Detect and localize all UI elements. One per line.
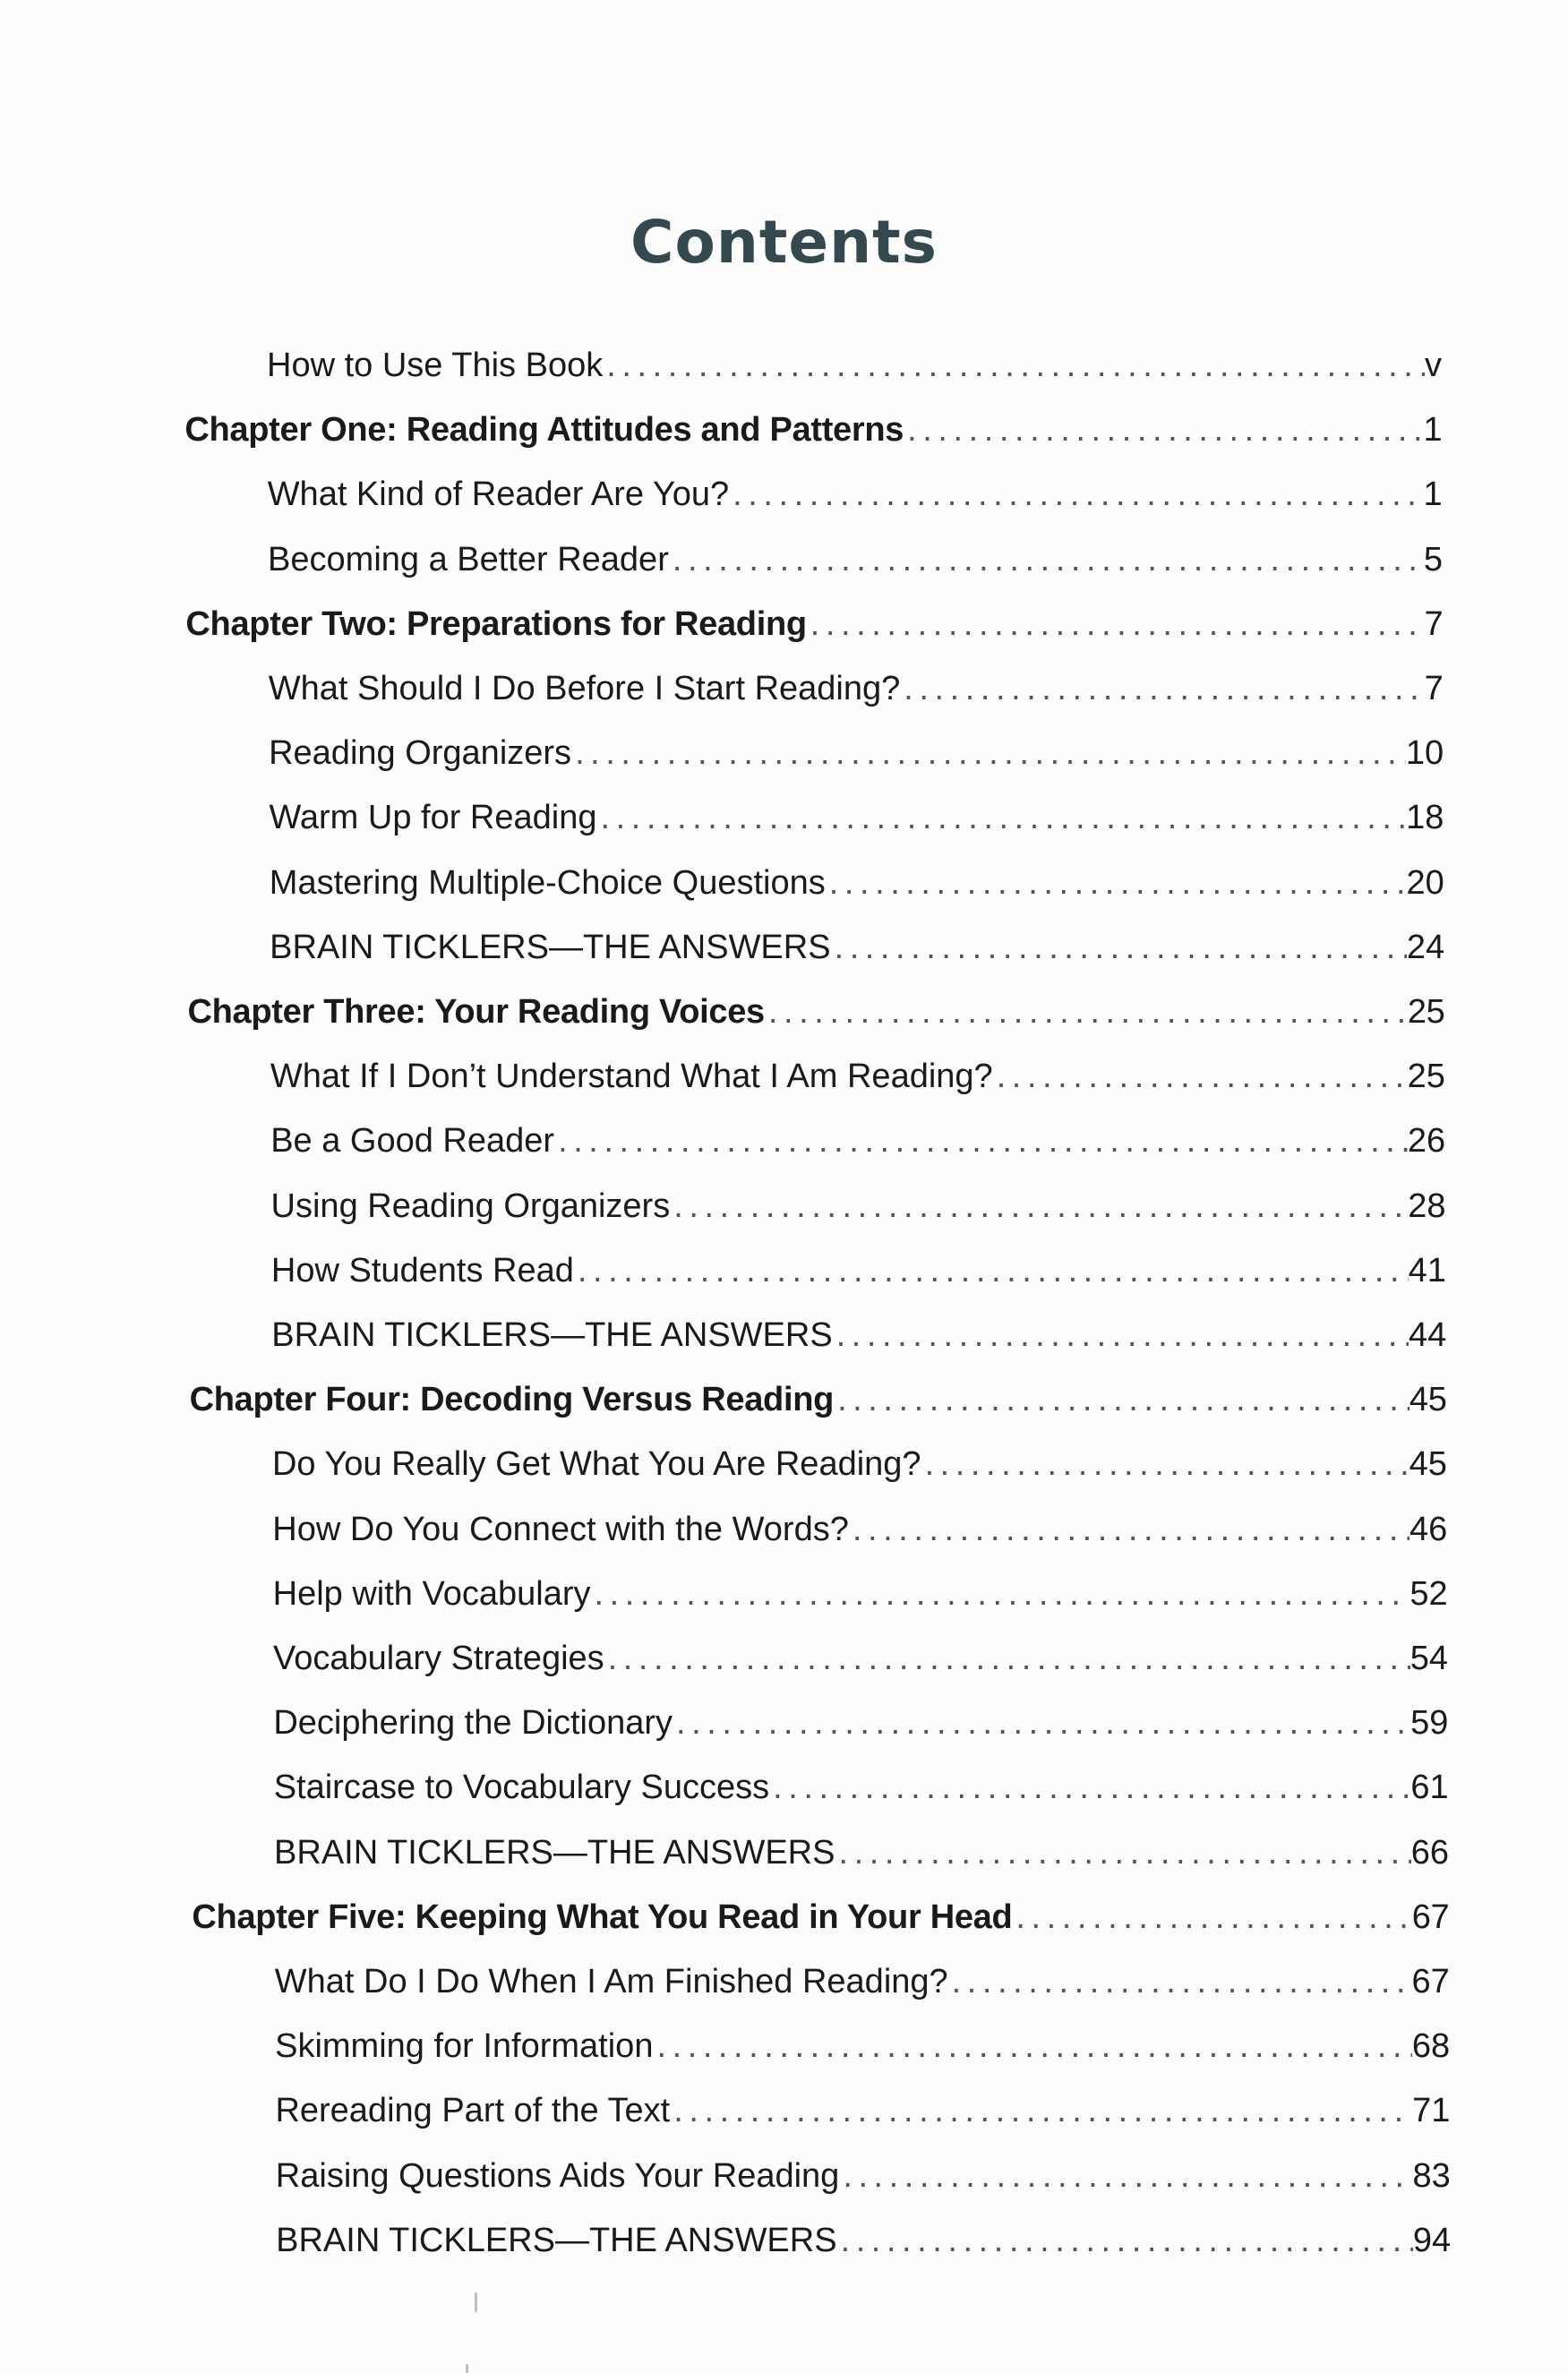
toc-dot-leader	[904, 410, 1423, 450]
toc-page-number: 68	[1411, 2027, 1451, 2066]
toc-page-number: 26	[1407, 1122, 1446, 1161]
toc-section-entry	[273, 1562, 1448, 1626]
toc-section-entry	[274, 1755, 1449, 1820]
table-of-contents	[0, 333, 1568, 2267]
toc-dot-leader	[554, 1121, 1408, 1161]
toc-entry-title: Be a Good Reader	[270, 1122, 555, 1161]
toc-section-entry	[269, 785, 1444, 850]
toc-page-number: 83	[1412, 2156, 1451, 2195]
toc-section-entry	[269, 656, 1444, 721]
toc-dot-leader	[604, 1639, 1410, 1678]
toc-section-entry	[269, 721, 1444, 785]
toc-section-entry	[270, 1109, 1445, 1173]
toc-entry-title: What Kind of Reader Are You?	[267, 475, 730, 514]
toc-dot-leader	[673, 1703, 1410, 1743]
toc-entry-title: Deciphering the Dictionary	[273, 1704, 673, 1743]
toc-entry-title: How Students Read	[270, 1251, 574, 1289]
toc-section-entry	[273, 1626, 1448, 1691]
toc-section-entry	[271, 1303, 1446, 1367]
toc-page-number: 10	[1405, 734, 1444, 773]
toc-page-number: 52	[1409, 1574, 1448, 1613]
toc-entry-title: Chapter Four: Decoding Versus Reading	[189, 1381, 835, 1419]
toc-dot-leader	[826, 863, 1407, 903]
toc-entry-title: Skimming for Information	[275, 2027, 654, 2066]
toc-section-entry	[275, 2014, 1450, 2078]
toc-section-entry	[268, 462, 1443, 527]
toc-entry-title: Chapter One: Reading Attitudes and Patterns	[184, 411, 904, 450]
toc-dot-leader	[833, 1315, 1409, 1355]
toc-dot-leader	[993, 1057, 1408, 1096]
toc-entry-title: Reading Organizers	[269, 734, 572, 773]
toc-dot-leader	[900, 669, 1424, 708]
toc-page-number: 94	[1412, 2221, 1452, 2259]
toc-entry-title: Staircase to Vocabulary Success	[273, 1769, 770, 1807]
toc-entry-title: Chapter Two: Preparations for Reading	[185, 604, 807, 643]
toc-entry-title: BRAIN TICKLERS—THE ANSWERS	[271, 1316, 833, 1354]
toc-entry-title: Raising Questions Aids Your Reading	[275, 2156, 840, 2195]
toc-page-number: 61	[1410, 1769, 1449, 1807]
toc-page-number: 44	[1408, 1316, 1447, 1354]
toc-section-entry	[270, 915, 1444, 980]
toc-section-entry	[272, 1497, 1447, 1562]
toc-dot-leader	[591, 1574, 1410, 1614]
toc-page-number: v	[1425, 347, 1442, 384]
toc-section-entry	[275, 2078, 1450, 2143]
toc-page-number: 18	[1406, 799, 1444, 837]
toc-entry-title: How to Use This Book	[267, 347, 604, 384]
toc-dot-leader	[574, 1251, 1409, 1290]
toc-dot-leader	[653, 2026, 1411, 2066]
toc-page-number: 5	[1423, 540, 1444, 578]
toc-page-number: 24	[1406, 928, 1445, 966]
toc-chapter-entry	[184, 398, 1442, 462]
toc-chapter-entry	[185, 592, 1443, 656]
toc-chapter-entry	[188, 980, 1445, 1044]
toc-dot-leader	[849, 1510, 1409, 1549]
toc-entry-title: Do You Really Get What You Are Reading?	[271, 1445, 921, 1484]
toc-page-number: 67	[1411, 1963, 1450, 2000]
toc-entry-title: Becoming a Better Reader	[268, 540, 669, 578]
toc-page-number: 7	[1424, 604, 1444, 643]
toc-page-number: 1	[1423, 411, 1443, 450]
toc-page-number: 71	[1412, 2092, 1451, 2130]
toc-page-number: 67	[1411, 1898, 1450, 1936]
toc-entry-title: Vocabulary Strategies	[273, 1640, 604, 1677]
toc-dot-leader	[765, 992, 1408, 1032]
toc-entry-title: Using Reading Organizers	[270, 1186, 671, 1225]
toc-section-entry	[271, 1238, 1446, 1303]
toc-section-entry	[276, 2144, 1451, 2208]
toc-page-number: 45	[1409, 1381, 1447, 1419]
toc-page-number: 20	[1406, 863, 1444, 902]
toc-page-number: 7	[1424, 670, 1444, 707]
toc-entry-title: BRAIN TICKLERS—THE ANSWERS	[274, 1833, 835, 1872]
toc-section-entry	[268, 527, 1443, 592]
toc-section-entry	[270, 851, 1444, 915]
toc-entry-title: Chapter Five: Keeping What You Read in Your Head	[192, 1898, 1013, 1936]
toc-section-entry	[270, 1044, 1445, 1109]
toc-entry-title: BRAIN TICKLERS—THE ANSWERS	[270, 928, 831, 966]
toc-page-number: 45	[1409, 1445, 1447, 1484]
toc-entry-title: Warm Up for Reading	[269, 799, 597, 837]
toc-section-entry	[272, 1432, 1447, 1496]
toc-page-number: 66	[1410, 1833, 1450, 1872]
toc-dot-leader	[596, 798, 1406, 837]
page-title: Contents	[630, 208, 938, 277]
toc-entry-title: Rereading Part of the Text	[275, 2092, 671, 2130]
toc-page-number: 54	[1409, 1640, 1448, 1677]
toc-page-number: 25	[1407, 993, 1445, 1031]
toc-page-number: 59	[1410, 1704, 1449, 1743]
toc-section-entry	[271, 1174, 1446, 1238]
toc-dot-leader	[807, 604, 1425, 644]
toc-dot-leader	[729, 475, 1423, 514]
toc-dot-leader	[571, 733, 1406, 773]
toc-section-entry	[276, 2208, 1451, 2273]
toc-entry-title: BRAIN TICKLERS—THE ANSWERS	[276, 2221, 837, 2259]
toc-dot-leader	[837, 2221, 1413, 2260]
toc-page-number: 25	[1407, 1058, 1445, 1096]
toc-section-entry	[274, 1820, 1449, 1885]
toc-chapter-entry	[190, 1367, 1447, 1432]
toc-chapter-entry	[192, 1885, 1449, 1949]
toc-page-number: 46	[1409, 1510, 1448, 1548]
toc-entry-title: What Should I Do Before I Start Reading?	[268, 670, 901, 707]
toc-dot-leader	[835, 1833, 1410, 1872]
toc-entry-title: How Do You Connect with the Words?	[272, 1510, 849, 1548]
toc-entry-title: Chapter Three: Your Reading Voices	[187, 993, 765, 1031]
toc-entry-title: What If I Don’t Understand What I Am Reading?	[270, 1058, 993, 1096]
toc-dot-leader	[921, 1444, 1409, 1484]
toc-entry-title: Help with Vocabulary	[272, 1574, 591, 1613]
toc-dot-leader	[670, 1186, 1408, 1226]
scan-speck	[466, 2364, 468, 2373]
toc-dot-leader	[839, 2156, 1412, 2196]
toc-page-number: 28	[1408, 1186, 1446, 1225]
toc-dot-leader	[1012, 1898, 1411, 1937]
toc-dot-leader	[603, 346, 1425, 385]
scan-speck	[475, 2292, 477, 2312]
toc-dot-leader	[769, 1768, 1410, 1807]
toc-dot-leader	[948, 1962, 1412, 2001]
toc-section-entry	[273, 1691, 1448, 1755]
toc-section-entry	[267, 333, 1442, 398]
toc-dot-leader	[834, 1380, 1409, 1419]
toc-dot-leader	[669, 540, 1424, 579]
toc-dot-leader	[670, 2091, 1412, 2130]
toc-section-entry	[275, 1949, 1450, 2014]
toc-page-number: 1	[1423, 475, 1443, 514]
toc-dot-leader	[831, 928, 1407, 967]
toc-entry-title: Mastering Multiple-Choice Questions	[269, 863, 826, 902]
toc-page-number: 41	[1408, 1251, 1446, 1289]
toc-entry-title: What Do I Do When I Am Finished Reading?	[274, 1963, 948, 2000]
